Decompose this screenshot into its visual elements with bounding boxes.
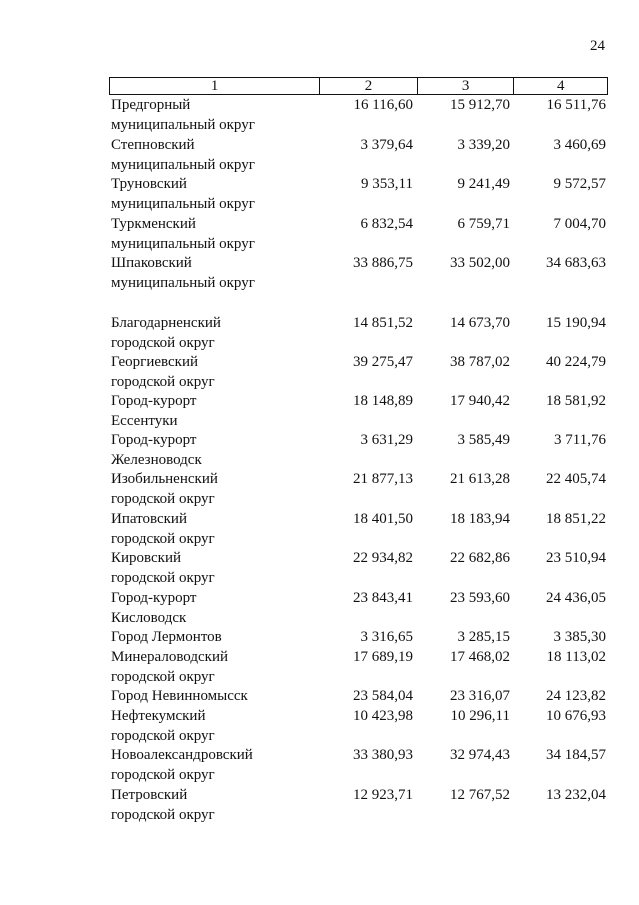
- header-col-1: 1: [210, 78, 219, 94]
- row-value-col-4: 23 510,94: [546, 550, 606, 566]
- row-name: [109, 648, 319, 687]
- row-name-line: муниципальный округ: [111, 235, 255, 252]
- row-name: [109, 746, 319, 785]
- table-row: [109, 215, 608, 254]
- row-value-col-3: 21 613,28: [450, 471, 510, 487]
- table-row: [109, 786, 608, 825]
- row-name: [109, 589, 319, 628]
- row-value-col-4: 10 676,93: [546, 708, 606, 724]
- row-name-line: Благодарненский: [111, 315, 221, 331]
- row-value-col-3: 10 296,11: [450, 708, 510, 724]
- table-row: [109, 136, 608, 175]
- row-value-col-4: 24 436,05: [546, 590, 606, 606]
- header-col-2: 2: [319, 78, 417, 94]
- table-row: [109, 648, 608, 687]
- row-value-col-3: 32 974,43: [450, 747, 510, 763]
- row-name-line: городской округ: [111, 727, 215, 744]
- row-name-line: Труновский: [111, 176, 187, 192]
- row-value-col-2: 14 851,52: [353, 315, 413, 331]
- row-value-col-2: 33 380,93: [353, 747, 413, 763]
- header-col-4: 4: [513, 78, 607, 94]
- row-name-line: Город Лермонтов: [111, 629, 222, 645]
- row-value-col-3: 15 912,70: [450, 97, 510, 113]
- row-name-line: городской округ: [111, 490, 215, 507]
- row-name: [109, 136, 319, 175]
- row-value-col-4: 22 405,74: [546, 471, 606, 487]
- table-row: [109, 314, 608, 353]
- row-value-col-4: 9 572,57: [553, 176, 606, 192]
- row-value-col-3: 23 316,07: [450, 688, 510, 704]
- table-row: [109, 353, 608, 392]
- row-name-line: Петровский: [111, 787, 188, 803]
- row-name-line: Георгиевский: [111, 354, 199, 370]
- row-value-col-3: 3 339,20: [457, 137, 510, 153]
- table-row: [109, 96, 608, 135]
- row-name-line: городской округ: [111, 806, 215, 823]
- row-value-col-3: 9 241,49: [457, 176, 510, 192]
- table-row: [109, 470, 608, 509]
- row-value-col-2: 22 934,82: [353, 550, 413, 566]
- row-value-col-2: 3 379,64: [360, 137, 413, 153]
- row-value-col-2: 3 316,65: [360, 629, 413, 645]
- row-name-line: Город-курорт: [111, 393, 197, 409]
- row-name-line: городской округ: [111, 668, 215, 685]
- row-value-col-4: 15 190,94: [546, 315, 606, 331]
- row-value-col-3: 3 585,49: [457, 432, 510, 448]
- row-name-line: Город-курорт: [111, 590, 197, 606]
- row-value-col-4: 16 511,76: [546, 97, 606, 113]
- row-name: [109, 353, 319, 392]
- table-row: [109, 392, 608, 431]
- table-row: [109, 431, 608, 470]
- page-number: 24: [590, 38, 605, 54]
- data-table: [109, 77, 608, 823]
- table-row: [109, 687, 608, 707]
- row-name-line: Степновский: [111, 137, 195, 153]
- row-name-line: городской округ: [111, 569, 215, 586]
- row-name-line: Город-курорт: [111, 432, 197, 448]
- row-name: [109, 707, 319, 746]
- row-name: [109, 786, 319, 825]
- row-name-line: Шпаковский: [111, 255, 192, 271]
- row-name-line: Нефтекумский: [111, 708, 206, 724]
- row-name: [109, 510, 319, 549]
- row-value-col-2: 9 353,11: [361, 176, 413, 192]
- row-value-col-3: 12 767,52: [450, 787, 510, 803]
- row-name: [109, 175, 319, 214]
- row-name: [109, 254, 319, 293]
- row-name-line: муниципальный округ: [111, 116, 255, 133]
- row-name-line: городской округ: [111, 334, 215, 351]
- row-value-col-3: 18 183,94: [450, 511, 510, 527]
- row-name-line: Туркменский: [111, 216, 196, 232]
- row-value-col-3: 3 285,15: [457, 629, 510, 645]
- row-name-line: Железноводск: [111, 451, 202, 468]
- row-value-col-2: 21 877,13: [353, 471, 413, 487]
- row-value-col-4: 40 224,79: [546, 354, 606, 370]
- row-value-col-3: 22 682,86: [450, 550, 510, 566]
- row-value-col-2: 16 116,60: [353, 97, 413, 113]
- row-value-col-4: 34 184,57: [546, 747, 606, 763]
- table-row: [109, 175, 608, 214]
- row-value-col-2: 23 843,41: [353, 590, 413, 606]
- row-name-line: городской округ: [111, 373, 215, 390]
- row-value-col-3: 17 468,02: [450, 649, 510, 665]
- row-value-col-4: 3 711,76: [554, 432, 606, 448]
- row-value-col-2: 12 923,71: [353, 787, 413, 803]
- row-name-line: Новоалександровский: [111, 747, 253, 763]
- row-name: [109, 470, 319, 509]
- row-value-col-3: 17 940,42: [450, 393, 510, 409]
- row-value-col-3: 23 593,60: [450, 590, 510, 606]
- row-name: [109, 687, 319, 707]
- row-value-col-4: 3 385,30: [553, 629, 606, 645]
- row-value-col-2: 10 423,98: [353, 708, 413, 724]
- table-row: [109, 707, 608, 746]
- row-value-col-2: 39 275,47: [353, 354, 413, 370]
- row-name: [109, 215, 319, 254]
- row-value-col-2: 23 584,04: [353, 688, 413, 704]
- row-value-col-4: 18 581,92: [546, 393, 606, 409]
- row-value-col-2: 17 689,19: [353, 649, 413, 665]
- row-name-line: Ессентуки: [111, 412, 178, 429]
- row-name: [109, 96, 319, 135]
- row-value-col-3: 14 673,70: [450, 315, 510, 331]
- row-value-col-4: 3 460,69: [553, 137, 606, 153]
- table-row: [109, 589, 608, 628]
- row-value-col-2: 18 401,50: [353, 511, 413, 527]
- row-value-col-4: 18 851,22: [546, 511, 606, 527]
- row-name-line: Изобильненский: [111, 471, 218, 487]
- row-value-col-3: 33 502,00: [450, 255, 510, 271]
- row-value-col-3: 38 787,02: [450, 354, 510, 370]
- row-value-col-4: 13 232,04: [546, 787, 606, 803]
- row-name: [109, 431, 319, 470]
- header-col-3: 3: [417, 78, 514, 94]
- row-value-col-4: 7 004,70: [553, 216, 606, 232]
- table-row: [109, 549, 608, 588]
- row-value-col-4: 34 683,63: [546, 255, 606, 271]
- table-row: [109, 510, 608, 549]
- row-name: [109, 549, 319, 588]
- table-row: [109, 746, 608, 785]
- row-value-col-2: 6 832,54: [360, 216, 413, 232]
- row-name: [109, 628, 319, 648]
- row-value-col-2: 18 148,89: [353, 393, 413, 409]
- row-value-col-4: 18 113,02: [546, 649, 606, 665]
- row-name: [109, 392, 319, 431]
- row-value-col-3: 6 759,71: [457, 216, 510, 232]
- row-name-line: Минераловодский: [111, 649, 229, 665]
- row-name-line: Город Невинномысск: [111, 688, 248, 704]
- row-name-line: муниципальный округ: [111, 274, 255, 291]
- table-row: [109, 628, 608, 648]
- table-row: [109, 254, 608, 293]
- row-name-line: Ипатовский: [111, 511, 187, 527]
- row-value-col-2: 3 631,29: [360, 432, 413, 448]
- row-name-line: Кировский: [111, 550, 182, 566]
- row-name-line: городской округ: [111, 530, 215, 547]
- row-value-col-2: 33 886,75: [353, 255, 413, 271]
- row-name-line: муниципальный округ: [111, 156, 255, 173]
- row-name-line: муниципальный округ: [111, 195, 255, 212]
- table-header: [109, 77, 608, 95]
- row-name-line: Кисловодск: [111, 609, 187, 626]
- row-name-line: Предгорный: [111, 97, 191, 113]
- row-value-col-4: 24 123,82: [546, 688, 606, 704]
- row-name: [109, 314, 319, 353]
- row-name-line: городской округ: [111, 766, 215, 783]
